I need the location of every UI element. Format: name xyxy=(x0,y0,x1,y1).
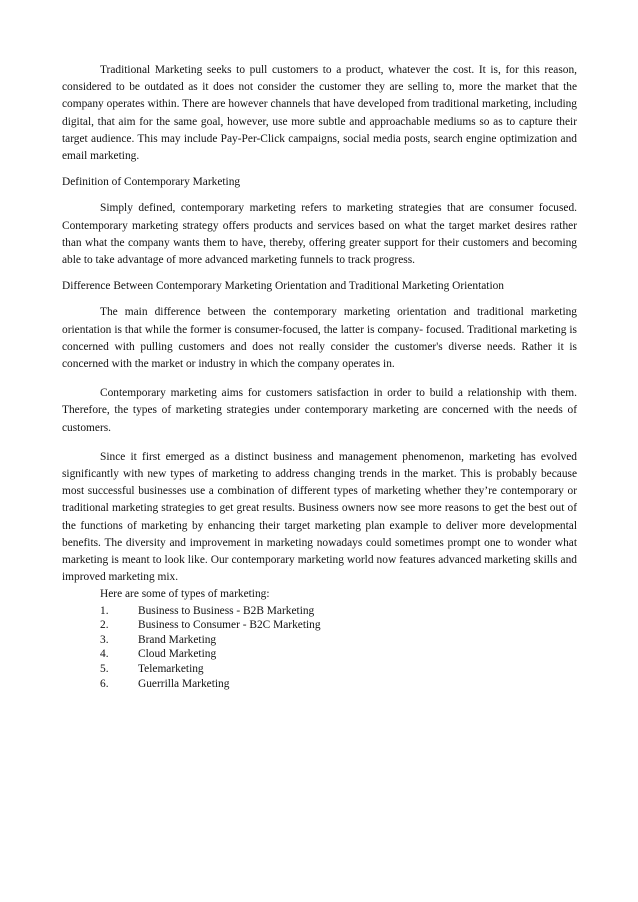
list-item-label: Cloud Marketing xyxy=(138,648,217,661)
paragraph-traditional-marketing: Traditional Marketing seeks to pull customers to a product, whatever the cost. It is, for this reason, considered to be outdated as it does not consider the customer they are selling to, more the market that the company operates within. There are however channels that have developed from traditional marketing, including digital, that aim for the same goal, however, use more subtle and approachable mediums so as to capture their target audience. This may include Pay-Per-Click campaigns, social media posts, search engine optimization and email marketing. xyxy=(62,64,577,163)
list-item-number: 1. xyxy=(100,604,109,617)
list-item-label: Telemarketing xyxy=(138,663,204,676)
list-item xyxy=(100,647,577,662)
list-item-number: 6. xyxy=(100,677,109,690)
paragraph-difference: The main difference between the contemporary marketing orientation and traditional marketing orientation is that while the former is consumer-focused, the latter is company- focused. Traditional marketing is concerned with pulling customers and does not really consider the customer's diverse needs. Rather it is concerned with the market or industry in which the company operates in. xyxy=(62,306,577,371)
paragraph-definition: Simply defined, contemporary marketing refers to marketing strategies that are consumer focused. Contemporary marketing strategy offers products and services based on what the target market desires rather than what the company wants them to have, thereby, offering greater support for their customers and becoming able to take advantage of more advanced marketing funnels to track progress. xyxy=(62,202,577,267)
list-item xyxy=(100,618,577,633)
list-intro: Here are some of types of marketing: xyxy=(100,588,270,601)
heading-definition: Definition of Contemporary Marketing xyxy=(62,176,241,189)
list-item-number: 5. xyxy=(100,663,109,676)
heading-difference: Difference Between Contemporary Marketing Orientation and Traditional Marketing Orientation xyxy=(62,280,505,293)
list-item xyxy=(100,633,577,648)
list-item-label: Business to Consumer - B2C Marketing xyxy=(138,619,321,632)
paragraph-customer-satisfaction: Contemporary marketing aims for customers satisfaction in order to build a relationship with them. Therefore, the types of marketing strategies under contemporary marketing are concerned with the needs of customers. xyxy=(62,387,577,434)
list-item-number: 4. xyxy=(100,648,109,661)
list-item-label: Business to Business - B2B Marketing xyxy=(138,604,315,617)
list-item xyxy=(100,677,577,692)
list-item-number: 3. xyxy=(100,633,109,646)
document-body xyxy=(62,62,577,691)
list-item-label: Brand Marketing xyxy=(138,633,217,646)
list-item-number: 2. xyxy=(100,619,109,632)
marketing-types-list xyxy=(62,604,577,692)
paragraph-evolution: Since it first emerged as a distinct business and management phenomenon, marketing has evolved significantly with new types of marketing to address changing trends in the market. This is probably because most successful businesses use a combination of different types of marketing whether they’re contemporary or traditional marketing strategies to get great results. Business owners now see more reasons to get the best out of the functions of marketing by enhancing their target marketing plan example to deliver more developmental benefits. The diversity and improvement in marketing nowadays could sometimes prompt one to wonder what marketing is meant to look like. Our contemporary marketing world now features advanced marketing skills and improved marketing mix. xyxy=(62,450,577,584)
list-item xyxy=(100,662,577,677)
list-item-label: Guerrilla Marketing xyxy=(138,677,230,690)
list-item xyxy=(100,604,577,619)
